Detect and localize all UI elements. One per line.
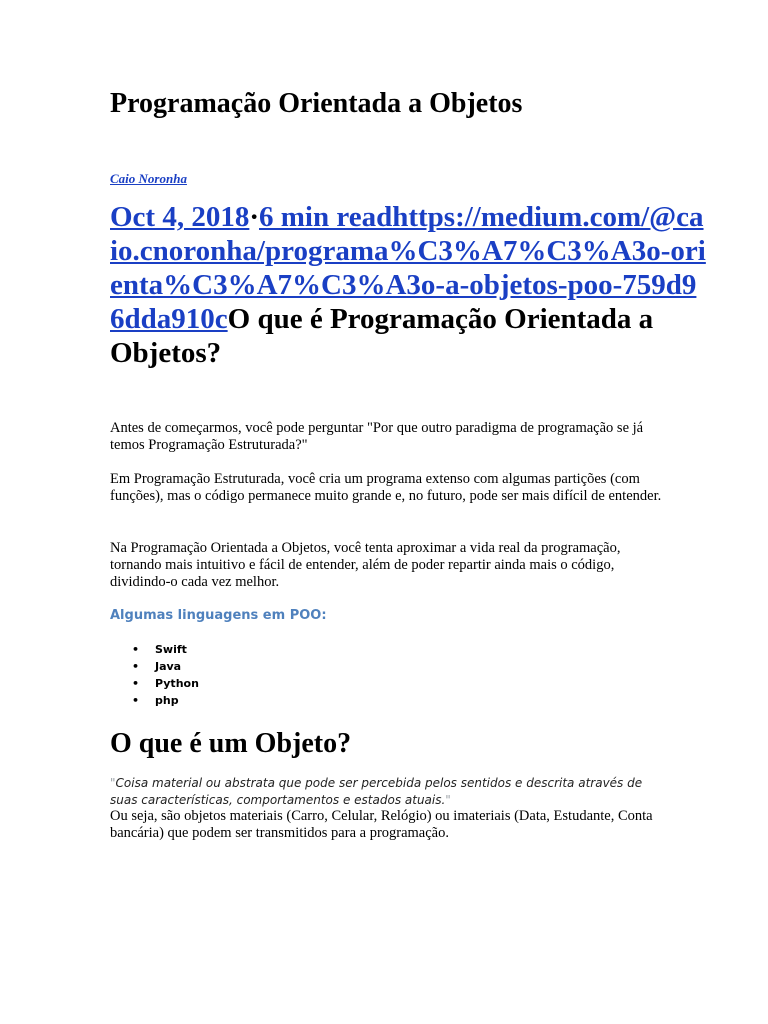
quote-text: Coisa material ou abstrata que pode ser percebida pelos sentidos e descrita através de suas características, comportamentos e estados atuais. (110, 776, 643, 807)
languages-list (110, 641, 199, 709)
language-label: Python (155, 677, 199, 690)
date-link[interactable]: Oct 4, 2018 (110, 201, 250, 233)
paragraph-oop: Na Programação Orientada a Objetos, você tenta aproximar a vida real da programação, tornando mais intuitivo e fácil de entender, além de poder repartir ainda mais o código, dividindo-o cada vez melhor. (110, 540, 621, 590)
paragraph-structured: Em Programação Estruturada, você cria um programa extenso com algumas partições (com funções), mas o código permanece muito grande e, no futuro, pode ser mais difícil de entender. (110, 471, 662, 504)
author-link[interactable]: Caio Noronha (110, 171, 187, 186)
list-item (110, 658, 199, 675)
quote-close-mark: " (445, 793, 451, 807)
bullet-icon: • (132, 643, 140, 656)
bullet-icon: • (132, 677, 140, 690)
read-time-url-link[interactable]: 6 min readhttps://medium.com/@caio.cnoronha/programa%C3%A7%C3%A3o-orienta%C3%A7%C3%A3o-a-objetos-poo-759d96dda910c (110, 201, 706, 335)
heading-question: O que é Programação Orientada a Objetos? (110, 303, 654, 369)
paragraph-intro: Antes de começarmos, você pode perguntar "Por que outro paradigma de programação se já temos Programação Estruturada?" (110, 420, 644, 453)
list-item (110, 641, 199, 658)
bullet-icon: • (132, 694, 140, 707)
quote-open-mark: " (110, 776, 116, 790)
object-quote (110, 775, 670, 809)
language-label: php (155, 694, 179, 707)
language-label: Swift (155, 643, 187, 656)
meta-separator: · (249, 201, 260, 233)
paragraph-object: Ou seja, são objetos materiais (Carro, Celular, Relógio) ou imateriais (Data, Estudante, Conta bancária) que podem ser transmitidos para a programação. (110, 808, 653, 841)
document-title: Programação Orientada a Objetos (110, 88, 523, 119)
languages-heading: Algumas linguagens em POO: (110, 608, 327, 623)
bullet-icon: • (132, 660, 140, 673)
language-label: Java (155, 660, 182, 673)
object-heading: O que é um Objeto? (110, 728, 352, 759)
list-item (110, 675, 199, 692)
article-meta-heading (110, 200, 710, 370)
list-item (110, 692, 199, 709)
